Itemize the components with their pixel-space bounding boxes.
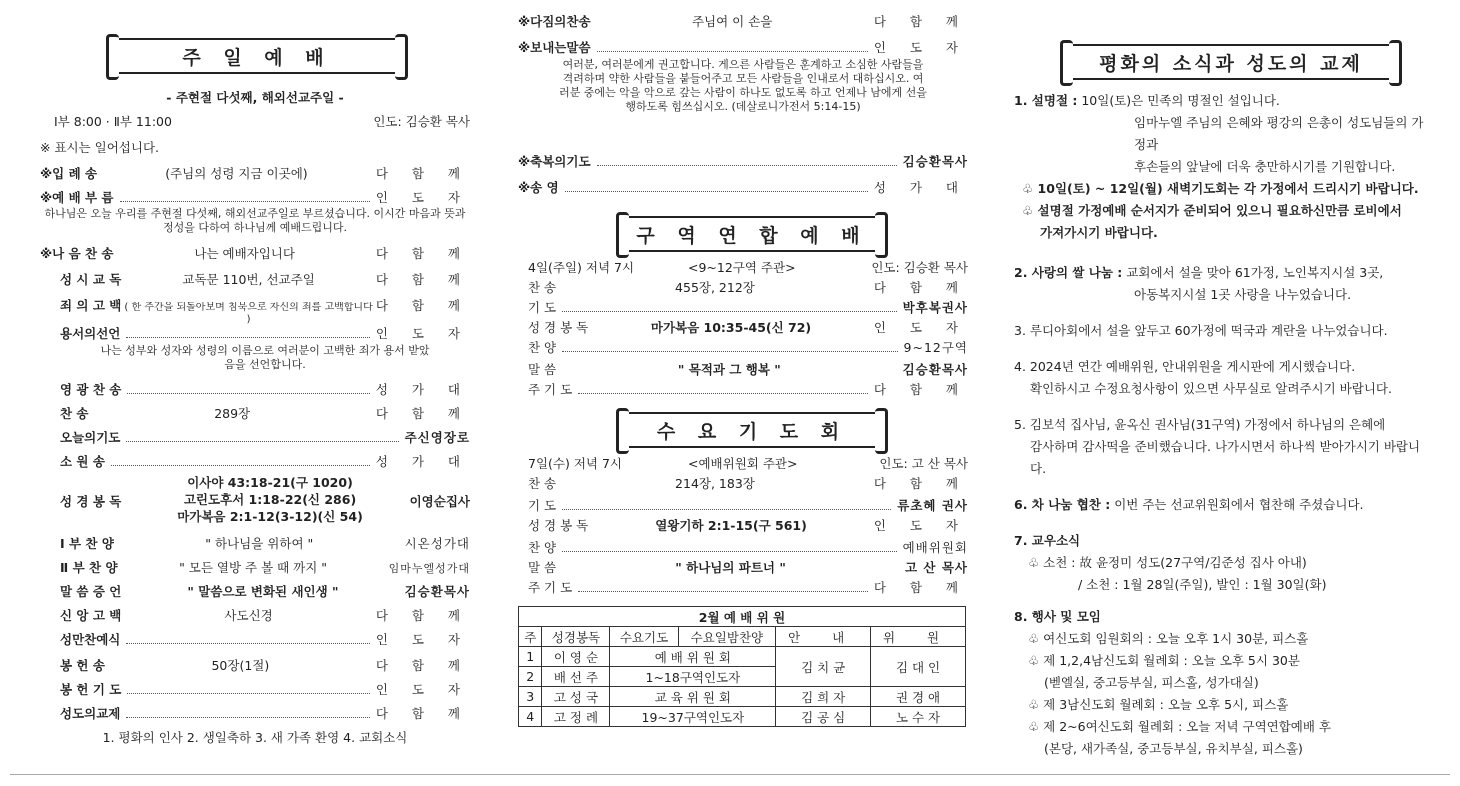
stand-note: ※ 표시는 일어섭니다.: [40, 140, 159, 155]
order-row: 말 씀 증 언 " 말씀으로 변화된 새인생 " 김승환목사: [60, 584, 470, 599]
wednesday-row: 찬 양 예배위원회: [528, 540, 968, 555]
sending-note: 여러분, 여러분에게 권고합니다. 게으른 사람들은 훈계하고 소심한 사람들을 격려하며 약한 사람들을 붙들어주고 모든 사람들을 인내로서 대하십시오. 여러분 중에는 악을 악으로 갚는 사람이 하나도 없도록 하고 언제나 남에게 선을 행하도록 힘쓰십시오. (데살로니가전서 5:14-15): [559, 58, 927, 113]
district-row: 주 기 도 다 함 께: [528, 382, 968, 397]
district-leader: 인도: 김승환 목사: [871, 260, 968, 275]
order-row: ※나 음 찬 송 나는 예배자입니다 다 함 께: [40, 246, 470, 261]
worship-staff-table: [518, 606, 966, 727]
closing-row: ※보내는말씀 인 도 자: [518, 40, 968, 55]
wednesday-row: 성 경 봉 독 열왕기하 2:1-15(구 561) 인 도 자: [528, 518, 968, 533]
district-row: 말 씀 " 목적과 그 행복 " 김승환목사: [528, 362, 968, 377]
wednesday-row: 기 도 류초혜 권사: [528, 498, 968, 513]
order-row: 신 앙 고 백 사도신경 다 함 께: [60, 608, 470, 623]
wednesday-leader: 인도: 고 산 목사: [879, 456, 968, 471]
order-row: 봉 헌 기 도 인 도 자: [60, 682, 470, 697]
order-row: 봉 헌 송 50장(1절) 다 함 께: [60, 658, 470, 673]
order-row: 성 시 교 독 교독문 110번, 선교주일 다 함 께: [60, 272, 470, 287]
scripture-label: 성 경 봉 독: [60, 494, 122, 509]
closing-row: ※송 영 성 가 대: [518, 180, 968, 195]
table-row: 주 성경봉독 수요기도 수요일밤찬양 안 내 위 원: [519, 627, 966, 647]
order-row: 영 광 찬 송 성 가 대: [60, 382, 470, 397]
wednesday-host: <예배위원회 주관>: [688, 456, 798, 471]
page-bottom-divider: [10, 774, 1450, 775]
wednesday-row: 찬 송 214장, 183장 다 함 께: [528, 476, 968, 491]
district-row: 찬 양 9~12구역: [528, 340, 968, 355]
fellowship-note: 1. 평화의 인사 2. 생일축하 3. 새 가족 환영 4. 교회소식: [102, 730, 408, 745]
wednesday-row: 주 기 도 다 함 께: [528, 580, 968, 595]
call-note: 하나님은 오늘 우리를 주현절 다섯째, 해외선교주일로 부르셨습니다. 이시간 마음과 뜻과 정성을 다하여 하나님께 예배드립니다.: [44, 207, 466, 234]
district-worship-title: 구 역 연 합 예 배: [622, 216, 882, 252]
district-date: 4일(주일) 저녁 7시: [528, 260, 635, 275]
worship-subtitle: - 주현절 다섯째, 해외선교주일 -: [166, 90, 344, 105]
sunday-worship-column: [40, 0, 470, 786]
order-row: ※입 례 송 (주님의 성령 지금 이곳에) 다 함 께: [40, 166, 470, 181]
order-row: Ⅰ 부 찬 양 " 하나님을 위하여 " 시온성가대: [60, 536, 470, 551]
order-row: 소 원 송 성 가 대: [60, 454, 470, 469]
district-host: <9~12구역 주관>: [688, 260, 796, 275]
wednesday-row: 말 씀 " 하나님의 파트너 " 고 산 목사: [528, 560, 968, 575]
staff-table-title: 2월 예 배 위 원: [519, 607, 966, 627]
order-row: ※예 배 부 름 인 도 자: [40, 190, 470, 205]
table-row: 3 고 성 국 교 육 위 원 회 김 희 자 권 경 애: [519, 687, 966, 707]
order-row: 용서의선언 인 도 자: [60, 326, 470, 341]
news-list: 1. 설명절 : 10일(토)은 민족의 명절인 설입니다. 임마누엘 주님의 은혜와 평강의 은총이 성도님들의 가정과 후손들의 앞날에 더욱 충만하시기를 기원합니다. ♧ 10일(토) ~ 12일(월) 새벽기도회는 각 가정에서 드리시기 바랍니다. ♧ 설명절 가정예배 순서지가 준비되어 있으니 필요하신만큼 로비에서 가져가시기 바랍니다. 2. 사랑의 쌀 나눔 : 교회에서 설을 맞아 61가정, 노인복지시설 3곳, 아동복지시설 1곳 사랑을 나누었습니다. 3. 루디아회에서 설을 앞두고 60가정에 떡국과 계란을 나누었습니다. 4. 2024년 연간 예배위원, 안내위원을 게시판에 게시했습니다. 확인하시고 수정요청사항이 있으면 사무실로 알려주시기 바랍니다. 5. 김보석 집사님, 윤옥신 권사님(31구역) 가정에서 하나님의 은혜에 감사하며 감사떡을 준비했습니다. 나가시면서 하나씩 받아가시기 바랍니다. 6. 차 나눔 협찬 : 이번 주는 선교위원회에서 협찬해 주셨습니다. 7. 교우소식 ♧ 소천 : 故 윤정미 성도(27구역/김준성 집사 아내) / 소천 : 1월 28일(주일), 발인 : 1월 30일(화) 8. 행사 및 모임 ♧ 여신도회 임원회의 : 오늘 오후 1시 30분, 피스홀 ♧ 제 1,2,4남신도회 월례회 : 오늘 오후 5시 30분 (벧엘실, 중고등부실, 피스홀, 성가대실) ♧ 제 3남신도회 월례회 : 오늘 오후 5시, 피스홀 ♧ 제 2~6여신도회 월례회 : 오늘 저녁 구역연합예배 후 (본당, 새가족실, 중고등부실, 유치부실, 피스홀): [1014, 93, 1424, 756]
table-row: 1 이 영 순 예 배 위 원 회 김 치 균 김 대 인: [519, 647, 966, 667]
worship-leader: 인도: 김승환 목사: [373, 114, 470, 129]
order-row: 죄 의 고 백 ( 한 주간을 되돌아보며 침묵으로 자신의 죄를 고백합니다 ) 다 함 께: [60, 298, 470, 325]
order-row: 성도의교제 다 함 께: [60, 706, 470, 721]
pardon-note: 나는 성부와 성자와 성령의 이름으로 여러분이 고백한 죄가 용서 받았음을 선언합니다.: [100, 344, 430, 371]
news-column: [1008, 0, 1428, 786]
closing-row: ※다짐의찬송 주님여 이 손을 다 함 께: [518, 14, 968, 29]
order-row: 찬 송 289장 다 함 께: [60, 406, 470, 421]
center-column: [518, 0, 968, 786]
worship-times: Ⅰ부 8:00 · Ⅱ부 11:00: [54, 114, 172, 129]
table-row: 4 고 정 례 19~37구역인도자 김 공 심 노 수 자: [519, 707, 966, 727]
district-row: 기 도 박후복권사: [528, 300, 968, 315]
table-row: 2 배 선 주 1~18구역인도자: [519, 667, 966, 687]
order-row: 성만찬예식 인 도 자: [60, 632, 470, 647]
scripture-reader: 이영순집사: [409, 494, 470, 509]
wednesday-date: 7일(수) 저녁 7시: [528, 456, 622, 471]
wednesday-prayer-title: 수 요 기 도 회: [622, 412, 882, 448]
news-title: 평화의 소식과 성도의 교제: [1066, 44, 1396, 80]
district-row: 찬 송 455장, 212장 다 함 께: [528, 280, 968, 295]
sunday-worship-title: 주 일 예 배: [112, 38, 402, 74]
closing-row: ※축복의기도 김승환목사: [518, 154, 968, 169]
order-row: Ⅱ 부 찬 양 " 모든 열방 주 볼 때 까지 " 임마누엘성가대: [60, 560, 470, 575]
order-row: 오늘의기도 주신영장로: [60, 430, 470, 445]
scripture-refs: 이사야 43:18-21(구 1020) 고린도후서 1:18-22(신 286) 마가복음 2:1-12(3-12)(신 54): [177, 475, 363, 524]
district-row: 성 경 봉 독 마가복음 10:35-45(신 72) 인 도 자: [528, 320, 968, 335]
